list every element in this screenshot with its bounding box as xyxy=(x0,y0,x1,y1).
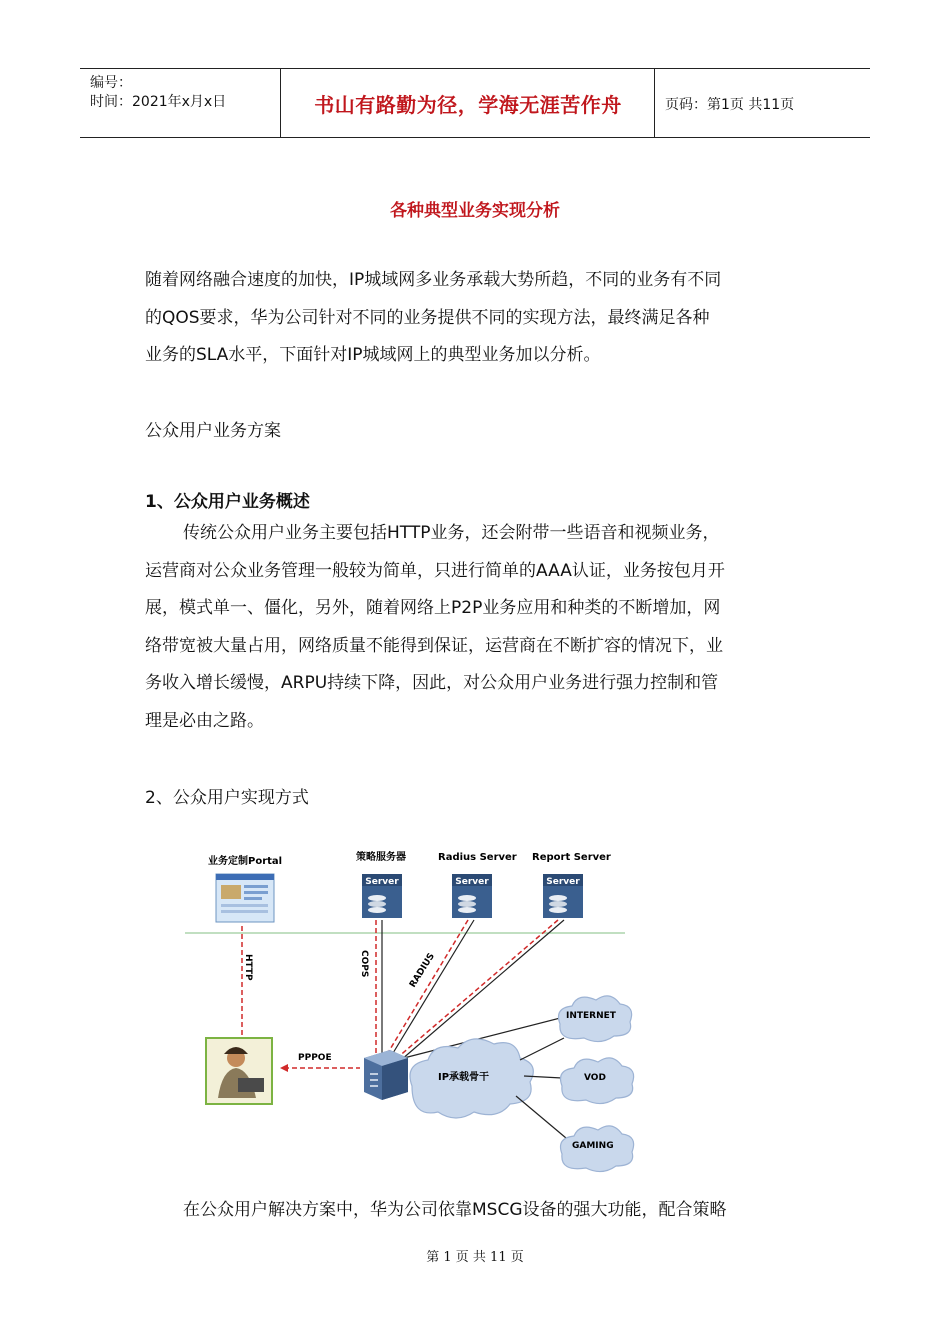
gaming-cloud-icon xyxy=(561,1126,634,1172)
pppoe-label: PPPOE xyxy=(298,1053,332,1063)
header-time-label: 时间：2021年x月x日 xyxy=(90,94,227,110)
user-photo-icon xyxy=(206,1038,272,1104)
server-text: Server xyxy=(455,877,489,887)
document-title: 各种典型业务实现分析 xyxy=(390,201,560,221)
gaming-branch xyxy=(516,1096,566,1138)
internet-label: INTERNET xyxy=(566,1011,616,1021)
text-line: 务收入增长缓慢，ARPU持续下降，因此，对公众用户业务进行强力控制和管 xyxy=(145,673,719,693)
backbone-label: IP承载骨干 xyxy=(438,1072,490,1083)
internet-cloud-icon xyxy=(559,996,632,1042)
report-server-icon xyxy=(543,874,583,918)
header-motto: 书山有路勤为径，学海无涯苦作舟 xyxy=(314,92,622,117)
report-server-label: Report Server xyxy=(532,852,611,863)
text-line: 业务的SLA水平，下面针对IP城域网上的典型业务加以分析。 xyxy=(145,345,601,365)
mscg-router-icon xyxy=(364,1050,408,1100)
radius-link-label: RADIUS xyxy=(408,951,437,990)
page-footer: 第 1 页 共 11 页 xyxy=(426,1250,524,1265)
overview-paragraph xyxy=(145,515,810,740)
header-divider xyxy=(654,69,655,137)
intro-paragraph xyxy=(145,262,810,375)
radius-server-link xyxy=(390,920,474,1058)
text-line: 理是必由之路。 xyxy=(145,710,264,731)
text-line: 的QOS要求，华为公司针对不同的业务提供不同的实现方法，最终满足各种 xyxy=(145,307,710,328)
page-header-table xyxy=(80,68,870,138)
http-link-label: HTTP xyxy=(243,954,253,981)
header-number-label: 编号： xyxy=(90,75,132,91)
gaming-label: GAMING xyxy=(572,1141,614,1151)
policy-server-icon xyxy=(362,874,402,918)
radius-server-icon xyxy=(452,874,492,918)
text-line: 展，模式单一、僵化，另外，随着网络上P2P业务应用和种类的不断增加，网 xyxy=(145,598,721,618)
header-meta-cell xyxy=(80,69,280,137)
vod-cloud-icon xyxy=(561,1058,634,1104)
radius-link xyxy=(386,920,468,1056)
vod-label: VOD xyxy=(584,1073,606,1083)
policy-server-label: 策略服务器 xyxy=(356,852,406,863)
header-page-info: 页码：第1页 共11页 xyxy=(665,97,795,113)
server-text: Server xyxy=(546,877,580,887)
network-diagram xyxy=(180,838,640,1178)
text-line: 运营商对公众业务管理一般较为简单，只进行简单的AAA认证，业务按包月开 xyxy=(145,560,725,581)
portal-screen-icon xyxy=(216,874,274,922)
portal-label: 业务定制Portal xyxy=(208,856,283,867)
text-line: 络带宽被大量占用，网络质量不能得到保证，运营商在不断扩容的情况下，业 xyxy=(145,635,723,656)
cops-link-label: COPS xyxy=(359,950,369,978)
internet-branch xyxy=(520,1038,564,1060)
text-line: 传统公众用户业务主要包括HTTP业务，还会附带一些语音和视频业务， xyxy=(183,523,720,543)
radius-server-label: Radius Server xyxy=(438,852,517,863)
server-text: Server xyxy=(365,877,399,887)
header-divider xyxy=(280,69,281,137)
subsection-heading-1: 1、公众用户业务概述 xyxy=(145,492,310,512)
subsection-heading-2: 2、公众用户实现方式 xyxy=(145,788,309,808)
solution-paragraph: 在公众用户解决方案中，华为公司依靠MSCG设备的强大功能，配合策略 xyxy=(183,1200,727,1220)
section-heading: 公众用户业务方案 xyxy=(145,421,281,441)
text-line: 随着网络融合速度的加快，IP城域网多业务承载大势所趋，不同的业务有不同 xyxy=(145,270,722,290)
arrow-left-icon xyxy=(280,1064,288,1072)
